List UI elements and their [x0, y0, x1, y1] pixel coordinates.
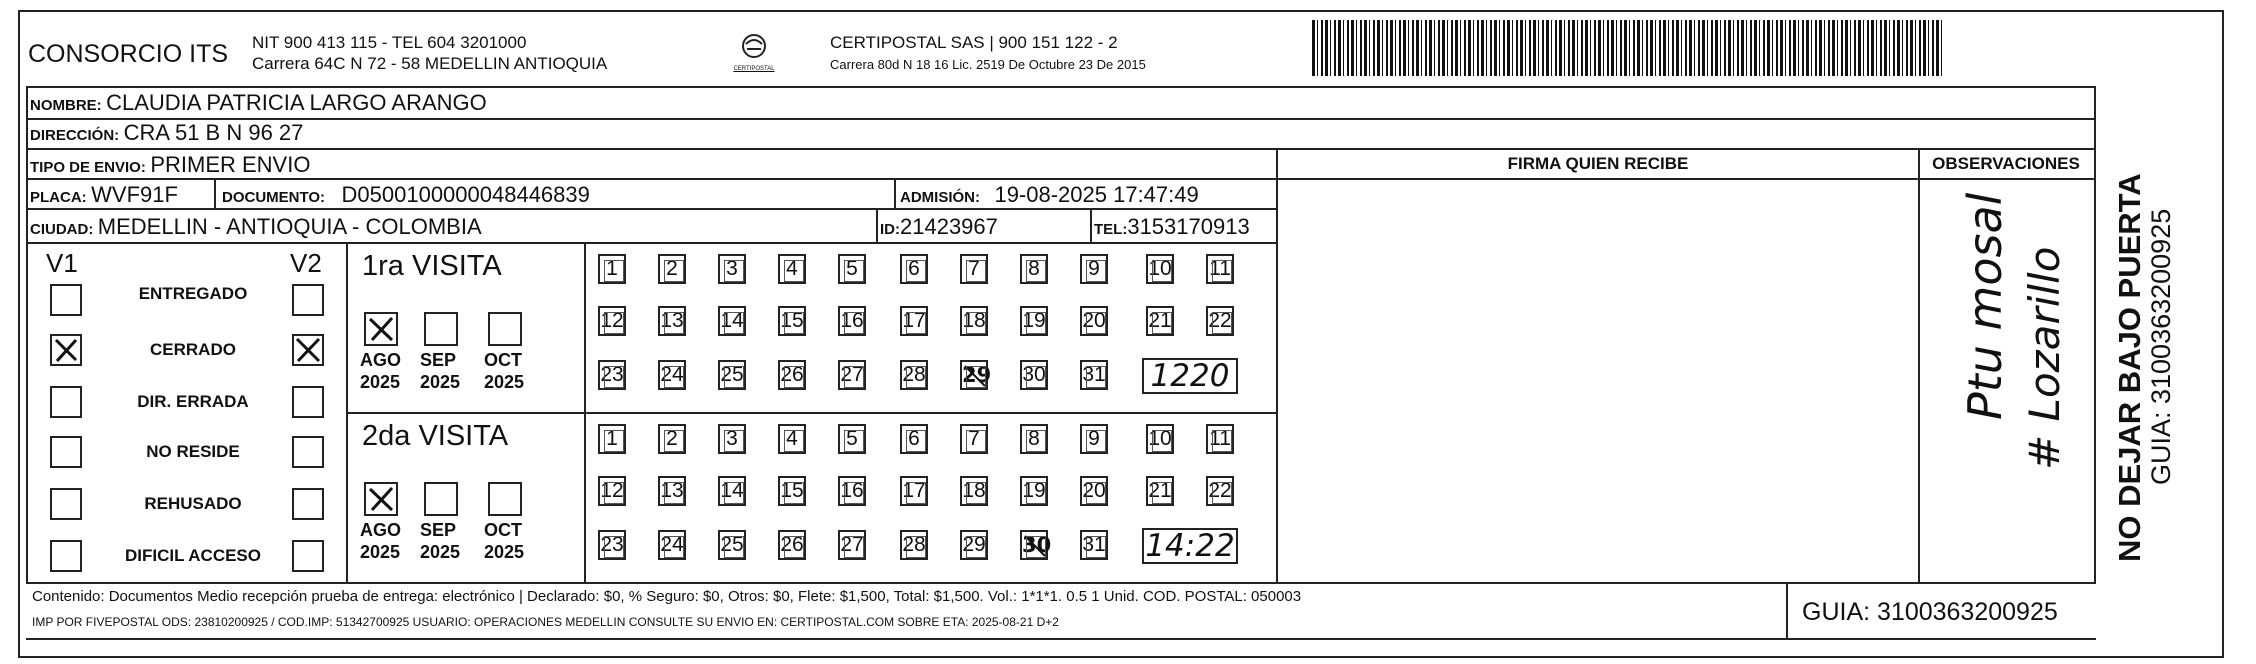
nombre-value: CLAUDIA PATRICIA LARGO ARANGO	[106, 90, 487, 115]
marked-day: 29	[962, 363, 992, 387]
visit-time-box[interactable]: 1220	[1142, 358, 1238, 394]
year-label: 2025	[420, 542, 461, 562]
day-box[interactable]: 9	[1080, 424, 1108, 454]
month-checkbox[interactable]	[488, 482, 522, 516]
company-name: CONSORCIO ITS	[28, 40, 229, 68]
v1-checkbox[interactable]	[50, 540, 82, 572]
day-box[interactable]: 18	[960, 476, 988, 506]
day-box[interactable]: 22	[1206, 476, 1234, 506]
day-box[interactable]: 3	[718, 254, 746, 284]
day-box[interactable]: 14	[718, 476, 746, 506]
day-box[interactable]: 25	[718, 530, 746, 560]
day-box[interactable]: 2	[658, 424, 686, 454]
month-label: SEP	[420, 520, 457, 540]
placa-value: WVF91F	[91, 182, 178, 207]
day-box[interactable]: 21	[1146, 306, 1174, 336]
nombre-label: NOMBRE:	[30, 97, 102, 114]
id-value: 21423967	[900, 214, 998, 239]
day-box[interactable]: 9	[1080, 254, 1108, 284]
footer-imp: IMP POR FIVEPOSTAL ODS: 23810200925 / COD.IMP: 51342700925 USUARIO: OPERACIONES MEDELLIN CONSULTE SU ENVIO EN: CERTIPOSTAL.COM SOBRE ETA: 2025-08-21 D+2	[32, 615, 1059, 629]
day-box[interactable]: 5	[838, 254, 866, 284]
tipo-label: TIPO DE ENVIO:	[30, 159, 146, 176]
day-box[interactable]: 7	[960, 424, 988, 454]
v1-checkbox[interactable]	[50, 488, 82, 520]
carrier-address: Carrera 80d N 18 16 Lic. 2519 De Octubre 23 De 2015	[830, 57, 1146, 72]
day-box[interactable]: 23	[598, 530, 626, 560]
day-box[interactable]: 2	[658, 254, 686, 284]
day-box[interactable]: 19	[1020, 306, 1048, 336]
id-label: ID:	[880, 221, 900, 238]
day-box[interactable]: 28	[900, 360, 928, 390]
year-label: 2025	[360, 372, 401, 392]
day-box[interactable]: 18	[960, 306, 988, 336]
day-box[interactable]: 16	[838, 306, 866, 336]
month-label: SEP	[420, 350, 457, 370]
day-box[interactable]: 4	[778, 254, 806, 284]
day-box[interactable]: 21	[1146, 476, 1174, 506]
status-label: REHUSADO	[144, 494, 242, 513]
marked-day: 30	[1022, 533, 1052, 557]
day-box[interactable]: 6	[900, 254, 928, 284]
day-box[interactable]: 5	[838, 424, 866, 454]
v2-checkbox[interactable]	[292, 284, 324, 316]
placa-label: PLACA:	[30, 189, 87, 206]
month-label: AGO	[360, 350, 402, 370]
day-box[interactable]: 13	[658, 306, 686, 336]
visit-time-box[interactable]: 14:22	[1142, 528, 1238, 564]
v1-header: V1	[46, 248, 78, 278]
visit-title: 1ra VISITA	[362, 250, 502, 282]
day-box[interactable]	[1020, 530, 1052, 560]
day-box[interactable]: 17	[900, 476, 928, 506]
tel-label: TEL:	[1094, 221, 1128, 238]
firma-header: FIRMA QUIEN RECIBE	[1507, 154, 1689, 173]
v2-checkbox[interactable]	[292, 386, 324, 418]
status-label: CERRADO	[150, 340, 236, 359]
day-box[interactable]: 6	[900, 424, 928, 454]
v1-checkbox[interactable]	[50, 334, 82, 366]
day-box[interactable]: 13	[658, 476, 686, 506]
day-box[interactable]: 29	[960, 530, 988, 560]
observaciones-note-2: # Lozarillo	[2020, 246, 2069, 470]
day-box[interactable]: 7	[960, 254, 988, 284]
company-address: Carrera 64C N 72 - 58 MEDELLIN ANTIOQUIA	[252, 54, 608, 73]
status-label: ENTREGADO	[138, 284, 248, 303]
documento-label: DOCUMENTO:	[222, 189, 326, 206]
tipo-value: PRIMER ENVIO	[150, 152, 311, 177]
month-checkbox[interactable]	[424, 312, 458, 346]
v2-checkbox[interactable]	[292, 540, 324, 572]
admision-label: ADMISIÓN:	[900, 189, 980, 206]
day-box[interactable]: 25	[718, 360, 746, 390]
year-label: 2025	[420, 372, 461, 392]
day-box[interactable]: 19	[1020, 476, 1048, 506]
day-box[interactable]: 15	[778, 306, 806, 336]
day-box[interactable]: 31	[1080, 530, 1108, 560]
day-box[interactable]: 4	[778, 424, 806, 454]
day-box[interactable]: 20	[1080, 476, 1108, 506]
logo-caption: CERTIPOSTAL	[733, 66, 775, 72]
direccion-label: DIRECCIÓN:	[30, 127, 120, 144]
barcode	[1312, 20, 1944, 76]
day-box[interactable]: 11	[1206, 254, 1234, 284]
day-box[interactable]: 24	[658, 360, 686, 390]
month-label: OCT	[484, 350, 522, 370]
visit-title: 2da VISITA	[362, 420, 509, 452]
observaciones-note-1: Ptu mosal	[1958, 192, 2012, 420]
day-box[interactable]: 26	[778, 530, 806, 560]
day-box[interactable]: 22	[1206, 306, 1234, 336]
v1-checkbox[interactable]	[50, 436, 82, 468]
day-box[interactable]	[960, 360, 992, 390]
day-box[interactable]: 14	[718, 306, 746, 336]
ciudad-value: MEDELLIN - ANTIOQUIA - COLOMBIA	[97, 214, 482, 239]
day-box[interactable]: 24	[658, 530, 686, 560]
carrier-line: CERTIPOSTAL SAS | 900 151 122 - 2	[830, 33, 1118, 52]
certipostal-logo	[730, 32, 778, 76]
day-box[interactable]: 30	[1020, 360, 1048, 390]
day-box[interactable]: 10	[1146, 254, 1174, 284]
day-box[interactable]: 26	[778, 360, 806, 390]
day-box[interactable]: 12	[598, 476, 626, 506]
month-label: AGO	[360, 520, 402, 540]
day-box[interactable]: 27	[838, 530, 866, 560]
v2-checkbox[interactable]	[292, 436, 324, 468]
month-checkbox[interactable]	[364, 312, 398, 346]
day-box[interactable]: 20	[1080, 306, 1108, 336]
day-box[interactable]: 27	[838, 360, 866, 390]
year-label: 2025	[484, 542, 525, 562]
day-box[interactable]: 1	[598, 254, 626, 284]
status-label: NO RESIDE	[146, 442, 240, 461]
v2-checkbox[interactable]	[292, 334, 324, 366]
observaciones-header: OBSERVACIONES	[1932, 154, 2080, 173]
status-label: DIR. ERRADA	[137, 392, 249, 411]
month-checkbox[interactable]	[488, 312, 522, 346]
day-box[interactable]: 28	[900, 530, 928, 560]
day-box[interactable]: 12	[598, 306, 626, 336]
side-guia: GUIA: 3100363200925	[2146, 208, 2176, 485]
side-warning: NO DEJAR BAJO PUERTA	[2112, 173, 2147, 562]
day-box[interactable]: 15	[778, 476, 806, 506]
ciudad-label: CIUDAD:	[30, 221, 94, 238]
documento-value: D0500100000048446839	[341, 182, 590, 207]
nit-line: NIT 900 413 115 - TEL 604 3201000	[252, 33, 527, 52]
day-box[interactable]: 17	[900, 306, 928, 336]
v1-checkbox[interactable]	[50, 386, 82, 418]
day-box[interactable]: 23	[598, 360, 626, 390]
tel-value: 3153170913	[1127, 214, 1250, 239]
v2-checkbox[interactable]	[292, 488, 324, 520]
status-label: DIFICIL ACCESO	[124, 546, 261, 565]
day-box[interactable]: 8	[1020, 254, 1048, 284]
admision-value: 19-08-2025 17:47:49	[994, 182, 1199, 207]
month-checkbox[interactable]	[364, 482, 398, 516]
year-label: 2025	[360, 542, 401, 562]
day-box[interactable]: 16	[838, 476, 866, 506]
v2-header: V2	[290, 248, 322, 278]
direccion-value: CRA 51 B N 96 27	[123, 120, 304, 145]
month-checkbox[interactable]	[424, 482, 458, 516]
v1-checkbox[interactable]	[50, 284, 82, 316]
day-box[interactable]: 31	[1080, 360, 1108, 390]
day-box[interactable]: 11	[1206, 424, 1234, 454]
footer-content: Contenido: Documentos Medio recepción prueba de entrega: electrónico | Declarado: $0, % Seguro: $0, Otros: $0, Flete: $1,500, Total: $1,500. Vol.: 1*1*1. 0.5 1 Unid. COD. POSTAL: 050003	[32, 588, 1302, 605]
month-label: OCT	[484, 520, 522, 540]
day-box[interactable]: 10	[1146, 424, 1174, 454]
year-label: 2025	[484, 372, 525, 392]
footer-guia: GUIA: 3100363200925	[1802, 598, 2058, 626]
day-box[interactable]: 8	[1020, 424, 1048, 454]
day-box[interactable]: 1	[598, 424, 626, 454]
day-box[interactable]: 3	[718, 424, 746, 454]
